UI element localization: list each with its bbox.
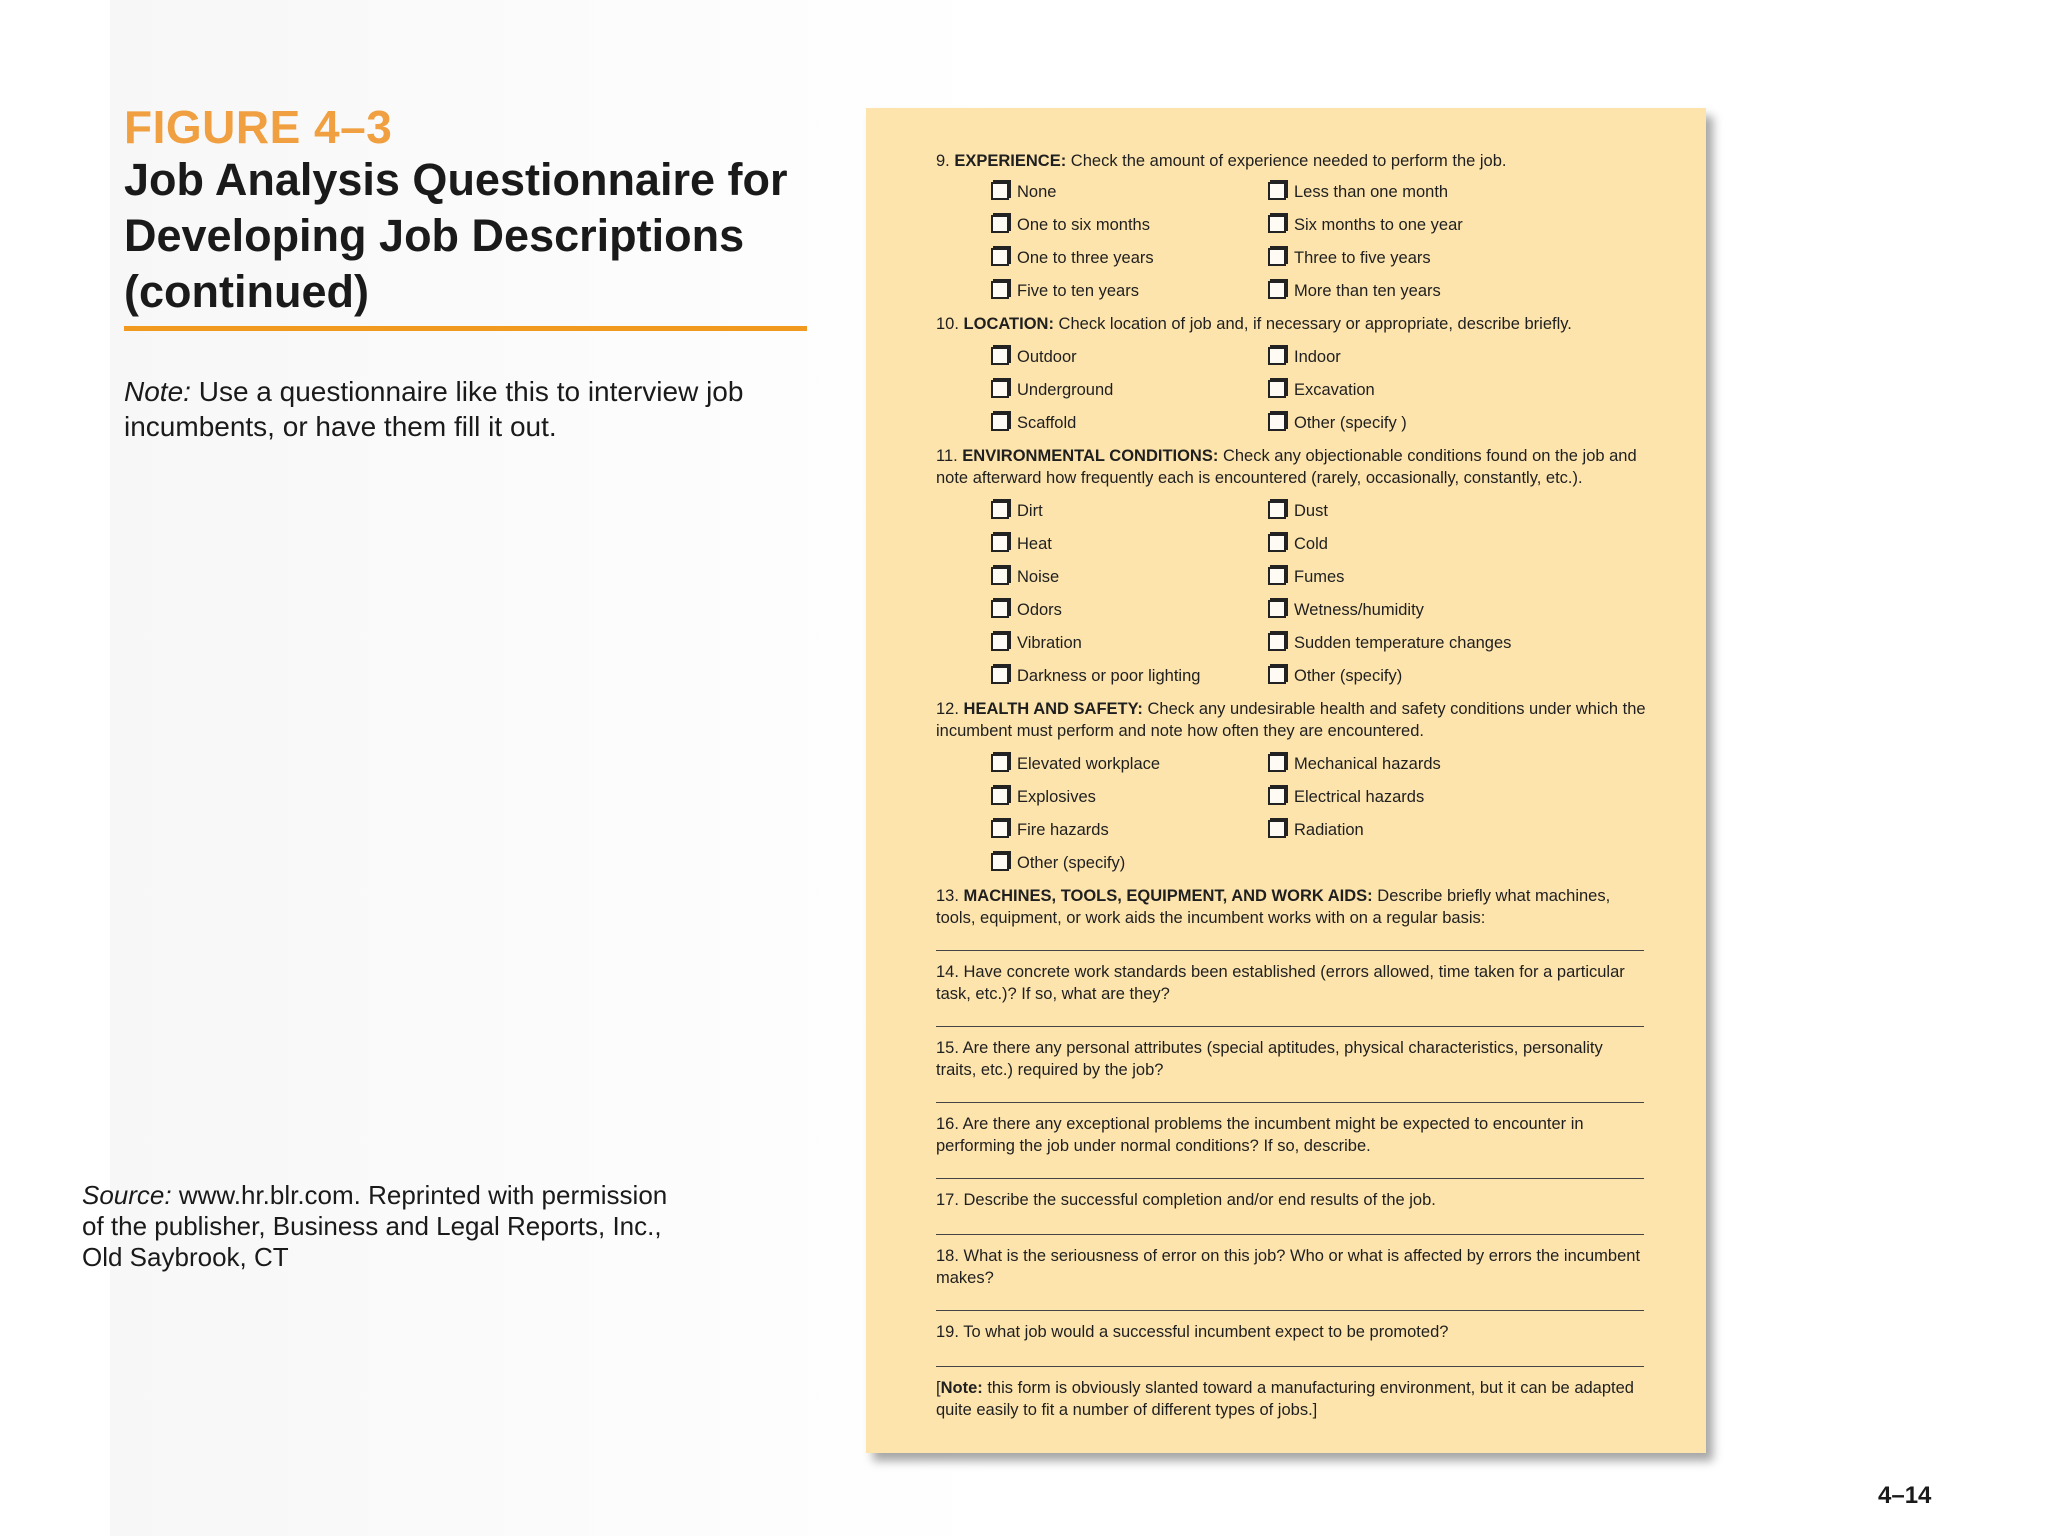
checkbox-option[interactable] [1268,753,1441,775]
checkbox-icon[interactable] [991,501,1009,519]
option-label: Five to ten years [1017,282,1139,300]
option-label: Dust [1294,502,1328,520]
checkbox-icon[interactable] [991,534,1009,552]
checkbox-icon[interactable] [991,633,1009,651]
checkbox-option[interactable] [1268,566,1344,588]
q10-heading: LOCATION: [963,315,1054,333]
q10-text: Check location of job and, if necessary or appropriate, describe briefly. [1053,315,1572,333]
question-18: 18. What is the seriousness of error on this job? Who or what is affected by errors the incumbent makes? [936,1247,1641,1287]
option-label: Sudden temperature changes [1294,634,1512,652]
checkbox-icon[interactable] [1268,600,1286,618]
checkbox-option[interactable] [991,280,1139,302]
checkbox-option[interactable] [1268,181,1448,203]
question-10 [936,313,1646,335]
checkbox-icon[interactable] [1268,248,1286,266]
checkbox-icon[interactable] [991,820,1009,838]
q10-number: 10. [936,315,964,333]
checkbox-icon[interactable] [1268,754,1286,772]
checkbox-option[interactable] [1268,412,1407,434]
checkbox-option[interactable] [1268,533,1328,555]
option-label: Dirt [1017,502,1043,520]
checkbox-option[interactable] [991,566,1059,588]
checkbox-option[interactable] [1268,819,1364,841]
checkbox-option[interactable] [991,500,1043,522]
option-label: Underground [1017,381,1114,399]
checkbox-icon[interactable] [1268,501,1286,519]
checkbox-icon[interactable] [991,600,1009,618]
option-label: Indoor [1294,348,1341,366]
q9-number: 9. [936,152,955,170]
q12-number: 12. [936,700,964,718]
checkbox-icon[interactable] [991,281,1009,299]
answer-line[interactable] [936,1026,1644,1027]
checkbox-icon[interactable] [1268,281,1286,299]
footer-note-open: [ [936,1379,941,1397]
checkbox-option[interactable] [1268,632,1511,654]
checkbox-icon[interactable] [991,380,1009,398]
checkbox-icon[interactable] [991,853,1009,871]
q13-text: Describe briefly what machines, tools, equipment, or work aids the incumbent works with on a regular basis: [936,887,1611,927]
question-15: 15. Are there any personal attributes (special aptitudes, physical characteristics, personality traits, etc.) required by the job? [936,1039,1603,1079]
checkbox-icon[interactable] [1268,380,1286,398]
option-label: Odors [1017,601,1062,619]
footer-note-label: Note: [940,1379,983,1397]
q9-heading: EXPERIENCE: [954,152,1067,170]
checkbox-icon[interactable] [1268,413,1286,431]
source-label: Source: [82,1180,172,1210]
checkbox-icon[interactable] [1268,347,1286,365]
checkbox-option[interactable] [991,819,1109,841]
q13-heading: MACHINES, TOOLS, EQUIPMENT, AND WORK AIDS: [963,887,1373,905]
question-17: 17. Describe the successful completion and/or end results of the job. [936,1191,1436,1209]
questionnaire-form [866,108,1706,1453]
checkbox-option[interactable] [1268,665,1402,687]
checkbox-option[interactable] [991,533,1052,555]
source-text: www.hr.blr.com. Reprinted with permission of the publisher, Business and Legal Reports, Inc., Old Saybrook, CT [82,1180,668,1272]
checkbox-icon[interactable] [991,215,1009,233]
checkbox-option[interactable] [991,665,1200,687]
option-label: Wetness/humidity [1294,601,1424,619]
option-label: Explosives [1017,788,1096,806]
option-label: Three to five years [1294,249,1431,267]
question-19: 19. To what job would a successful incumbent expect to be promoted? [936,1323,1449,1341]
checkbox-option[interactable] [991,786,1096,808]
checkbox-icon[interactable] [1268,534,1286,552]
option-label: Cold [1294,535,1328,553]
answer-line[interactable] [936,950,1644,951]
question-11 [936,445,1646,489]
checkbox-icon[interactable] [991,754,1009,772]
checkbox-icon[interactable] [991,347,1009,365]
checkbox-option[interactable] [1268,379,1375,401]
note-label: Note: [124,376,191,407]
q13-number: 13. [936,887,964,905]
figure-title: Job Analysis Questionnaire for Developing Job Descriptions (continued) [124,154,788,317]
q12-heading: HEALTH AND SAFETY: [963,700,1143,718]
checkbox-option[interactable] [991,181,1056,203]
footer-note-text: this form is obviously slanted toward a manufacturing environment, but it can be adapted quite easily to fit a number of different types of jobs.] [936,1379,1634,1419]
checkbox-option[interactable] [1268,280,1441,302]
q11-text: Check any objectionable conditions found on the job and note afterward how frequently each is encountered (rarely, occasionally, constantly, etc.). [936,447,1637,487]
checkbox-option[interactable] [991,852,1125,874]
checkbox-icon[interactable] [1268,820,1286,838]
answer-line[interactable] [936,1366,1644,1367]
page-number: 4–14 [1878,1482,1932,1509]
option-label: Radiation [1294,821,1364,839]
option-label: None [1017,183,1057,201]
checkbox-icon[interactable] [991,413,1009,431]
note-text: Use a questionnaire like this to interview job incumbents, or have them fill it out. [124,376,744,442]
option-label: Heat [1017,535,1052,553]
note [124,374,764,444]
checkbox-icon[interactable] [991,567,1009,585]
checkbox-icon[interactable] [991,787,1009,805]
checkbox-icon[interactable] [1268,215,1286,233]
checkbox-option[interactable] [991,247,1154,269]
checkbox-option[interactable] [1268,786,1424,808]
option-label: Excavation [1294,381,1375,399]
checkbox-option[interactable] [1268,214,1463,236]
checkbox-icon[interactable] [991,666,1009,684]
option-label: Electrical hazards [1294,788,1425,806]
source-credit [82,1180,682,1273]
option-label: Vibration [1017,634,1082,652]
checkbox-icon[interactable] [991,248,1009,266]
question-12 [936,698,1646,742]
title-underline [124,326,807,331]
option-label: Six months to one year [1294,216,1463,234]
option-label: Scaffold [1017,414,1077,432]
checkbox-option[interactable] [991,599,1062,621]
checkbox-option[interactable] [991,753,1160,775]
answer-line[interactable] [936,1102,1644,1103]
q11-number: 11. [936,447,963,465]
option-label: Less than one month [1294,183,1449,201]
option-label: Fumes [1294,568,1345,586]
q12-text: Check any undesirable health and safety conditions under which the incumbent must perform and note how often they are encountered. [936,700,1646,740]
option-label: One to three years [1017,249,1154,267]
checkbox-option[interactable] [991,379,1113,401]
option-label: More than ten years [1294,282,1441,300]
checkbox-icon[interactable] [1268,567,1286,585]
option-label: Fire hazards [1017,821,1109,839]
option-label: Noise [1017,568,1060,586]
option-label: Other (specify ) [1294,414,1407,432]
checkbox-option[interactable] [1268,599,1424,621]
form-footer-note [936,1377,1646,1421]
option-label: One to six months [1017,216,1150,234]
option-label: Other (specify) [1294,667,1403,685]
option-label: Darkness or poor lighting [1017,667,1201,685]
checkbox-option[interactable] [1268,346,1341,368]
option-label: Elevated workplace [1017,755,1161,773]
answer-line[interactable] [936,1178,1644,1179]
checkbox-option[interactable] [991,346,1077,368]
checkbox-option[interactable] [991,214,1150,236]
answer-line[interactable] [936,1310,1644,1311]
question-14: 14. Have concrete work standards been established (errors allowed, time taken for a particular task, etc.)? If so, what are they? [936,963,1625,1003]
answer-line[interactable] [936,1234,1644,1235]
checkbox-option[interactable] [991,632,1082,654]
q11-heading: ENVIRONMENTAL CONDITIONS: [962,447,1219,465]
checkbox-icon[interactable] [1268,182,1286,200]
checkbox-icon[interactable] [1268,666,1286,684]
question-9 [936,150,1646,172]
checkbox-option[interactable] [991,412,1076,434]
question-16: 16. Are there any exceptional problems the incumbent might be expected to encounter in performing the job under normal conditions? If so, describe. [936,1115,1584,1155]
checkbox-icon[interactable] [1268,633,1286,651]
checkbox-icon[interactable] [991,182,1009,200]
checkbox-option[interactable] [1268,247,1431,269]
figure-label: FIGURE 4–3 [124,101,393,153]
option-label: Outdoor [1017,348,1077,366]
checkbox-icon[interactable] [1268,787,1286,805]
option-label: Other (specify) [1017,854,1126,872]
question-13 [936,885,1646,929]
option-label: Mechanical hazards [1294,755,1441,773]
q9-text: Check the amount of experience needed to perform the job. [1066,152,1507,170]
checkbox-option[interactable] [1268,500,1328,522]
